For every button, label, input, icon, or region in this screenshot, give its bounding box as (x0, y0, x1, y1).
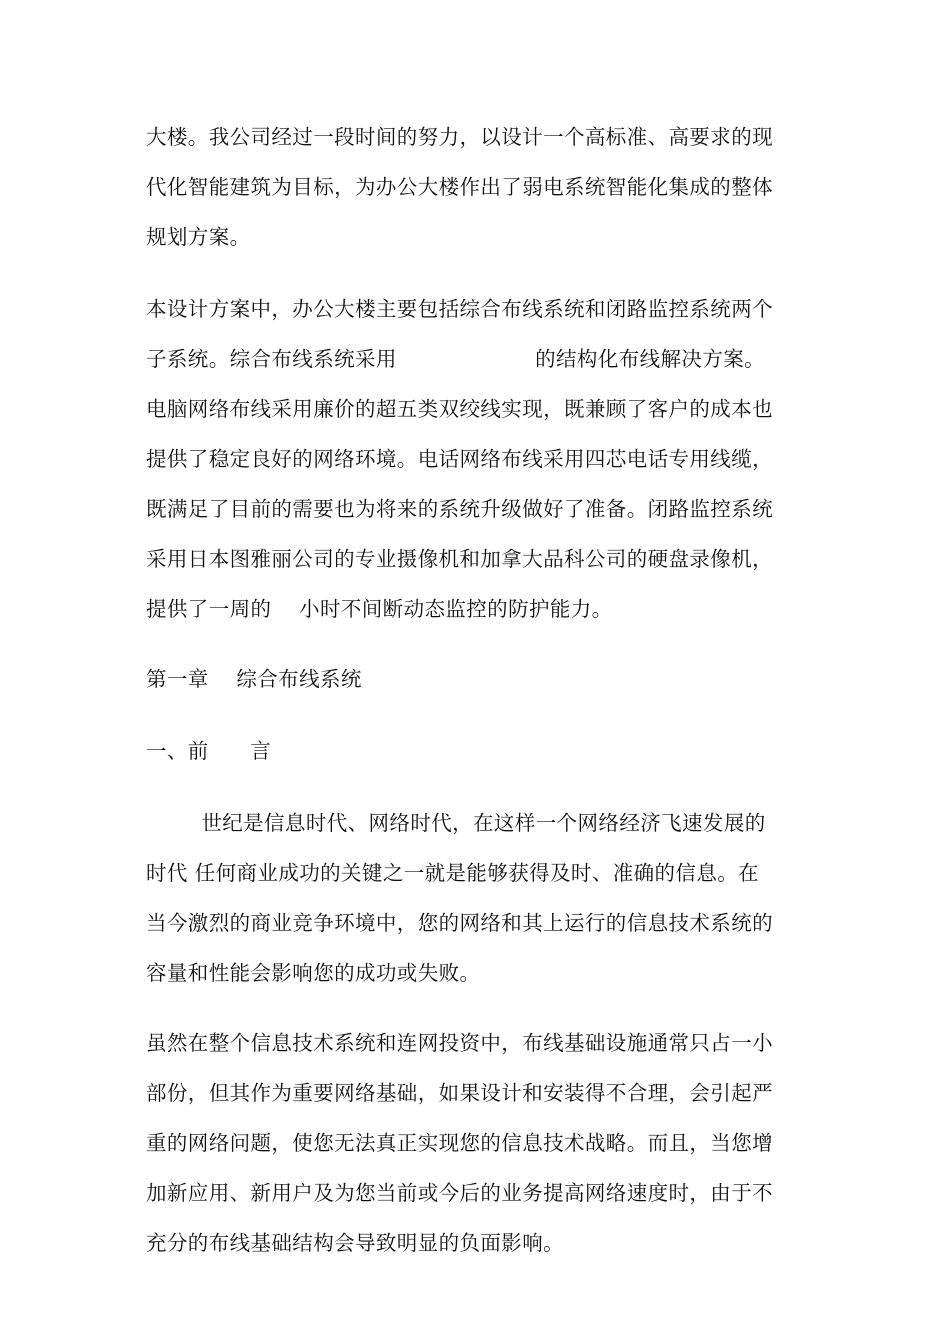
paragraph-3-line-3: 当今激烈的商业竞争环境中，您的网络和其上运行的信息技术系统的 (146, 911, 773, 935)
paragraph-4-line-3: 重的网络问题，使您无法真正实现您的信息技术战略。而且，当您增 (146, 1131, 773, 1155)
paragraph-1-line-3: 规划方案。 (146, 225, 251, 249)
paragraph-2-line-7: 提供了一周的 小时不间断动态监控的防护能力。 (146, 597, 613, 621)
chapter-title: 第一章 综合布线系统 (146, 667, 362, 691)
paragraph-2-line-4: 提供了稳定良好的网络环境。电话网络布线采用四芯电话专用线缆， (146, 447, 773, 471)
paragraph-4-line-1: 虽然在整个信息技术系统和连网投资中，布线基础设施通常只占一小 (146, 1031, 773, 1055)
paragraph-4-line-5: 充分的布线基础结构会导致明显的负面影响。 (146, 1231, 564, 1255)
paragraph-4-line-4: 加新应用、新用户及为您当前或今后的业务提高网络速度时，由于不 (146, 1181, 773, 1205)
paragraph-3-line-2: 时代 任何商业成功的关键之一就是能够获得及时、准确的信息。在 (146, 861, 760, 885)
paragraph-2-line-3: 电脑网络布线采用廉价的超五类双绞线实现，既兼顾了客户的成本也 (146, 397, 773, 421)
paragraph-2-line-5: 既满足了目前的需要也为将来的系统升级做好了准备。闭路监控系统 (146, 497, 773, 521)
paragraph-3-line-1: 世纪是信息时代、网络时代，在这样一个网络经济飞速发展的 (146, 811, 766, 835)
paragraph-4-line-2: 部份，但其作为重要网络基础，如果设计和安装得不合理，会引起严 (146, 1081, 773, 1105)
paragraph-2-line-6: 采用日本图雅丽公司的专业摄像机和加拿大品科公司的硬盘录像机， (146, 547, 773, 571)
paragraph-1-line-1: 大楼。我公司经过一段时间的努力，以设计一个高标准、高要求的现 (146, 125, 773, 149)
paragraph-3-line-4: 容量和性能会影响您的成功或失败。 (146, 961, 481, 985)
paragraph-2-line-1: 本设计方案中，办公大楼主要包括综合布线系统和闭路监控系统两个 (146, 297, 773, 321)
section-title: 一、前 言 (146, 739, 272, 763)
paragraph-2-line-2: 子系统。综合布线系统采用 的结构化布线解决方案。 (146, 347, 766, 371)
paragraph-1-line-2: 代化智能建筑为目标，为办公大楼作出了弱电系统智能化集成的整体 (146, 175, 773, 199)
